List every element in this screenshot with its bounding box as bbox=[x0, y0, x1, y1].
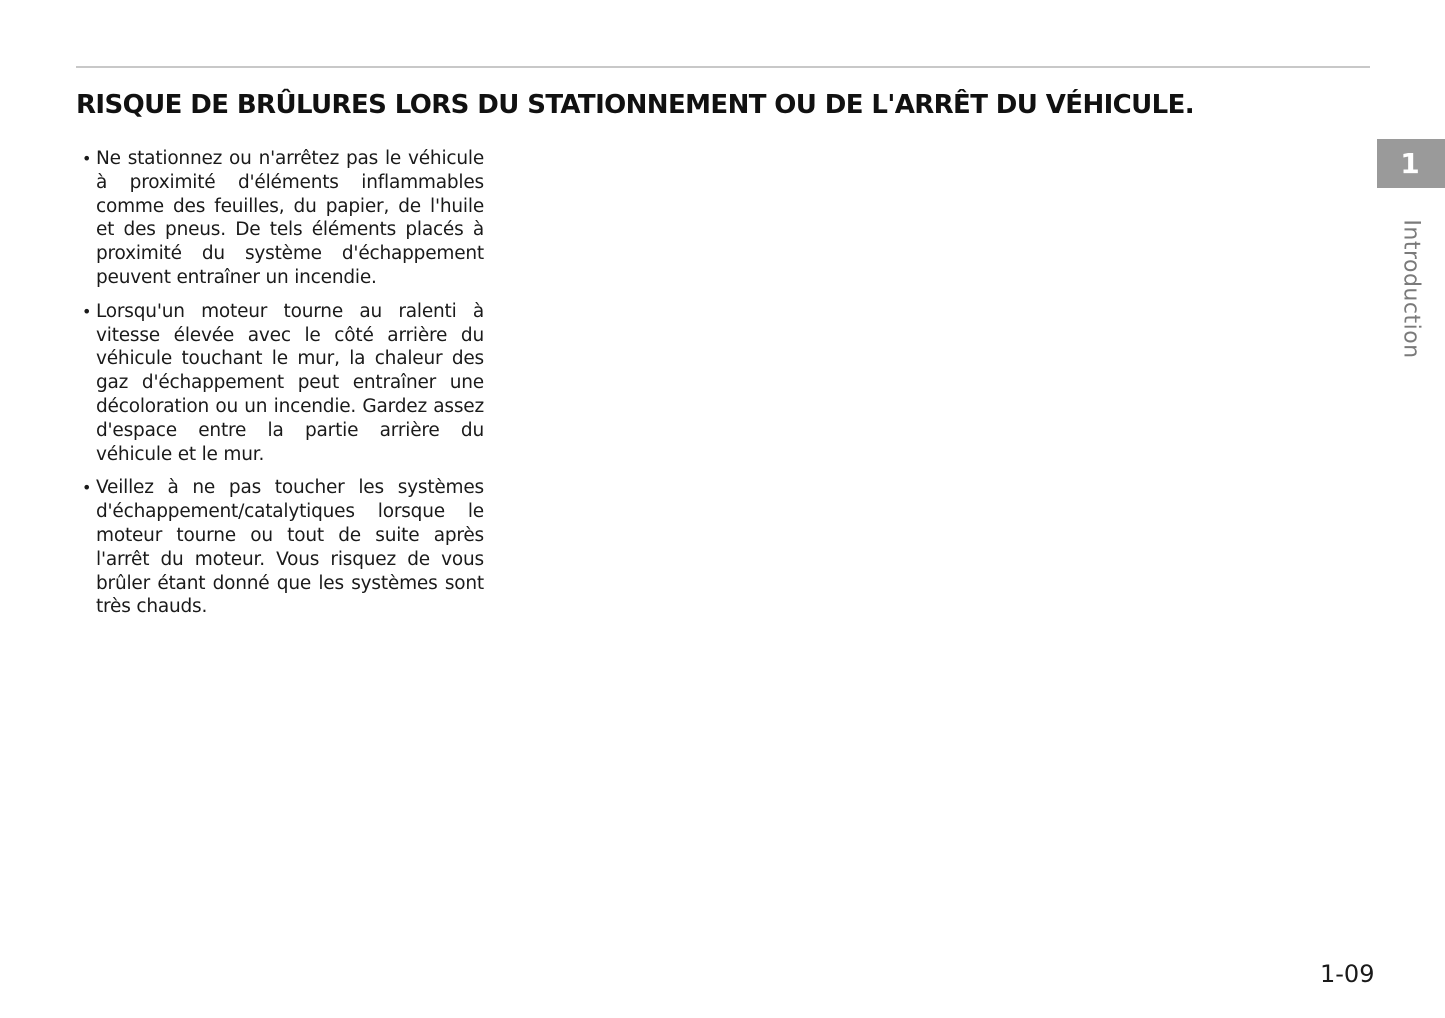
list-item-text: Ne stationnez ou n'arrêtez pas le véhicule à proximité d'éléments inflammables comme des feuilles, du papier, de l'huile et des pneus. De tels éléments placés à proximité du système d'échappement peuvent entraîner un incendie. bbox=[96, 148, 484, 288]
section-title: RISQUE DE BRÛLURES LORS DU STATIONNEMENT OU DE L'ARRÊT DU VÉHICULE. bbox=[76, 90, 1195, 120]
bullet-marker: • bbox=[82, 301, 92, 321]
list-item-text: Veillez à ne pas toucher les systèmes d'échappement/catalytiques lorsque le moteur tourne ou tout de suite après l'arrêt du moteur. Vous risquez de vous brûler étant donné que les systèmes sont très chauds. bbox=[96, 477, 484, 618]
chapter-tab bbox=[1377, 139, 1445, 188]
chapter-label: Introduction bbox=[1398, 219, 1424, 359]
page-number: 1-09 bbox=[1320, 960, 1375, 988]
list-item bbox=[80, 147, 484, 290]
list-item bbox=[80, 300, 484, 467]
bullet-marker: • bbox=[82, 478, 92, 498]
chapter-number: 1 bbox=[1400, 147, 1420, 180]
list-item-text: Lorsqu'un moteur tourne au ralenti à vitesse élevée avec le côté arrière du véhicule touchant le mur, la chaleur des gaz d'échappement peut entraîner une décoloration ou un incendie. Gardez assez d'espace entre la partie arrière du véhicule et le mur. bbox=[96, 300, 484, 465]
top-divider bbox=[76, 66, 1370, 68]
bullet-marker: • bbox=[82, 149, 92, 168]
warning-list bbox=[80, 147, 484, 629]
list-item bbox=[80, 476, 484, 619]
